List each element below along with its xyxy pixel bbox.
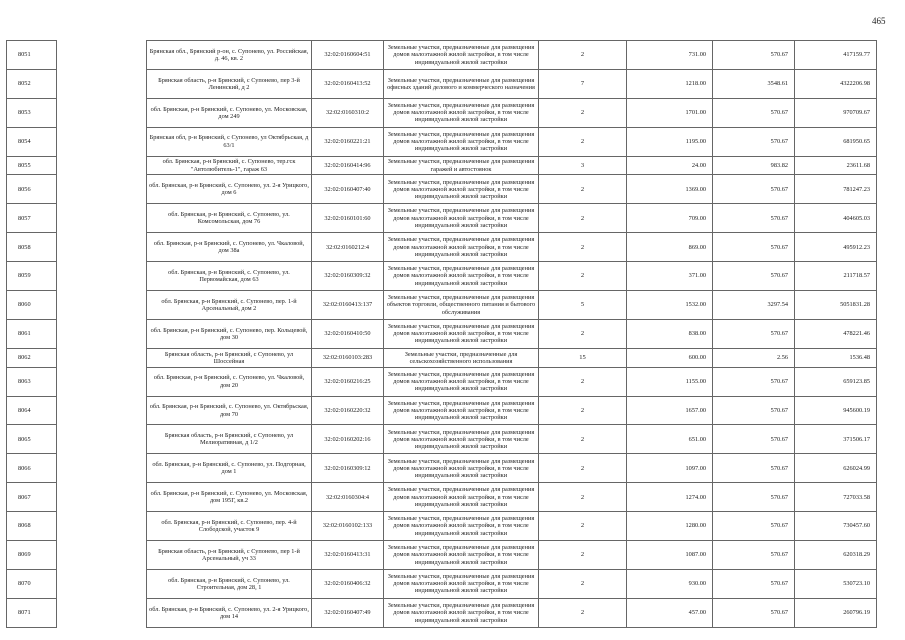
specific-value-cell: 570.67: [713, 425, 795, 454]
land-use-cell: Земельные участки, предназначенные для размещения домов малоэтажной жилой застройки, в том числе индивидуальной жилой застройки: [384, 396, 539, 425]
land-use-cell: Земельные участки, предназначенные для размещения домов малоэтажной жилой застройки, в том числе индивидуальной жилой застройки: [384, 367, 539, 396]
category-cell: 2: [539, 483, 627, 512]
cadastral-number-cell: 32:02:0160407:40: [312, 175, 384, 204]
cadastral-value-cell: 260796.19: [795, 598, 877, 627]
category-cell: 2: [539, 319, 627, 348]
specific-value-cell: 570.67: [713, 598, 795, 627]
cadastral-number-cell: 32:02:0160309:32: [312, 262, 384, 291]
category-cell: 2: [539, 454, 627, 483]
specific-value-cell: 570.67: [713, 396, 795, 425]
cadastral-value-cell: 417159.77: [795, 41, 877, 70]
area-cell: 709.00: [627, 204, 713, 233]
table-row: [7, 598, 877, 627]
category-cell: 2: [539, 569, 627, 598]
cadastral-number-cell: 32:02:0160221:21: [312, 127, 384, 156]
row-number-cell: 8057: [7, 204, 57, 233]
table-row: [7, 156, 877, 175]
category-cell: 2: [539, 598, 627, 627]
cadastral-number-cell: 32:02:0160413:137: [312, 291, 384, 320]
row-number-cell: 8058: [7, 233, 57, 262]
spacer-cell: [57, 204, 147, 233]
land-use-cell: Земельные участки, предназначенные для размещения домов малоэтажной жилой застройки, в том числе индивидуальной жилой застройки: [384, 127, 539, 156]
cadastral-number-cell: 32:02:0160304:4: [312, 483, 384, 512]
table-row: [7, 425, 877, 454]
specific-value-cell: 570.67: [713, 98, 795, 127]
table-row: [7, 541, 877, 570]
land-use-cell: Земельные участки, предназначенные для размещения домов малоэтажной жилой застройки, в том числе индивидуальной жилой застройки: [384, 175, 539, 204]
category-cell: 5: [539, 291, 627, 320]
category-cell: 3: [539, 156, 627, 175]
category-cell: 2: [539, 512, 627, 541]
table-row: [7, 319, 877, 348]
cadastral-value-cell: 530723.10: [795, 569, 877, 598]
address-cell: обл. Брянская, р-н Брянский, с. Супонево, ул. Первомайская, дом 63: [147, 262, 312, 291]
table-row: [7, 291, 877, 320]
cadastral-value-cell: 659123.85: [795, 367, 877, 396]
spacer-cell: [57, 483, 147, 512]
category-cell: 2: [539, 41, 627, 70]
specific-value-cell: 2.56: [713, 348, 795, 367]
category-cell: 2: [539, 425, 627, 454]
area-cell: 1087.00: [627, 541, 713, 570]
address-cell: обл. Брянская, р-н Брянский, с. Супонево, ул. Московская, дом 195Г, кв.2: [147, 483, 312, 512]
row-number-cell: 8068: [7, 512, 57, 541]
address-cell: обл. Брянская, р-н Брянский, с. Супонево, ул. Московская, дом 249: [147, 98, 312, 127]
category-cell: 2: [539, 541, 627, 570]
cadastral-number-cell: 32:02:0160406:32: [312, 569, 384, 598]
land-use-cell: Земельные участки, предназначенные для размещения домов малоэтажной жилой застройки, в том числе индивидуальной жилой застройки: [384, 483, 539, 512]
land-use-cell: Земельные участки, предназначенные для размещения гаражей и автостоянок: [384, 156, 539, 175]
cadastral-number-cell: 32:02:0160202:16: [312, 425, 384, 454]
land-use-cell: Земельные участки, предназначенные для размещения домов малоэтажной жилой застройки, в том числе индивидуальной жилой застройки: [384, 598, 539, 627]
page-number: 465: [872, 16, 886, 26]
category-cell: 2: [539, 175, 627, 204]
spacer-cell: [57, 175, 147, 204]
specific-value-cell: 570.67: [713, 454, 795, 483]
table-row: [7, 262, 877, 291]
spacer-cell: [57, 367, 147, 396]
cadastral-value-cell: 781247.23: [795, 175, 877, 204]
area-cell: 1274.00: [627, 483, 713, 512]
address-cell: обл. Брянская, р-н Брянский, с. Супонево, ул. Октябрьская, дом 70: [147, 396, 312, 425]
cadastral-value-cell: 727033.58: [795, 483, 877, 512]
table-row: [7, 454, 877, 483]
land-use-cell: Земельные участки, предназначенные для размещения домов малоэтажной жилой застройки, в том числе индивидуальной жилой застройки: [384, 204, 539, 233]
address-cell: обл. Брянская, р-н Брянский, с. Супонево, пер. Кольцевой, дом 30: [147, 319, 312, 348]
address-cell: Брянская область, р-н Брянский, с Супонево, пер 3-й Ленинский, д 2: [147, 69, 312, 98]
area-cell: 1097.00: [627, 454, 713, 483]
area-cell: 371.00: [627, 262, 713, 291]
area-cell: 600.00: [627, 348, 713, 367]
address-cell: обл. Брянская, р-н Брянский, с. Супонево, ул. Комсомольская, дом 76: [147, 204, 312, 233]
land-use-cell: Земельные участки, предназначенные для размещения домов малоэтажной жилой застройки, в том числе индивидуальной жилой застройки: [384, 233, 539, 262]
specific-value-cell: 570.67: [713, 319, 795, 348]
row-number-cell: 8066: [7, 454, 57, 483]
spacer-cell: [57, 233, 147, 262]
specific-value-cell: 570.67: [713, 541, 795, 570]
row-number-cell: 8056: [7, 175, 57, 204]
row-number-cell: 8070: [7, 569, 57, 598]
specific-value-cell: 570.67: [713, 483, 795, 512]
specific-value-cell: 570.67: [713, 367, 795, 396]
land-use-cell: Земельные участки, предназначенные для размещения офисных зданий делового и коммерческого назначения: [384, 69, 539, 98]
area-cell: 1657.00: [627, 396, 713, 425]
cadastral-value-cell: 404605.03: [795, 204, 877, 233]
specific-value-cell: 570.67: [713, 569, 795, 598]
specific-value-cell: 570.67: [713, 233, 795, 262]
spacer-cell: [57, 127, 147, 156]
spacer-cell: [57, 425, 147, 454]
specific-value-cell: 570.67: [713, 127, 795, 156]
cadastral-number-cell: 32:02:0160220:32: [312, 396, 384, 425]
category-cell: 2: [539, 127, 627, 156]
row-number-cell: 8064: [7, 396, 57, 425]
row-number-cell: 8055: [7, 156, 57, 175]
row-number-cell: 8054: [7, 127, 57, 156]
area-cell: 1369.00: [627, 175, 713, 204]
area-cell: 930.00: [627, 569, 713, 598]
area-cell: 1532.00: [627, 291, 713, 320]
area-cell: 24.00: [627, 156, 713, 175]
cadastral-value-cell: 478221.46: [795, 319, 877, 348]
cadastral-value-cell: 681950.65: [795, 127, 877, 156]
spacer-cell: [57, 41, 147, 70]
land-use-cell: Земельные участки, предназначенные для размещения домов малоэтажной жилой застройки, в том числе индивидуальной жилой застройки: [384, 541, 539, 570]
area-cell: 1280.00: [627, 512, 713, 541]
row-number-cell: 8067: [7, 483, 57, 512]
category-cell: 2: [539, 204, 627, 233]
table-row: [7, 98, 877, 127]
spacer-cell: [57, 541, 147, 570]
address-cell: обл. Брянская, р-н Брянский, с. Супонево, ул. 2-я Урицкого, дом 14: [147, 598, 312, 627]
row-number-cell: 8060: [7, 291, 57, 320]
cadastral-value-cell: 371506.17: [795, 425, 877, 454]
cadastral-value-cell: 626024.99: [795, 454, 877, 483]
cadastral-number-cell: 32:02:0160410:50: [312, 319, 384, 348]
row-number-cell: 8063: [7, 367, 57, 396]
area-cell: 1701.00: [627, 98, 713, 127]
spacer-cell: [57, 598, 147, 627]
row-number-cell: 8069: [7, 541, 57, 570]
specific-value-cell: 570.67: [713, 512, 795, 541]
address-cell: обл. Брянская, р-н Брянский, с. Супонево, ул. Строительная, дом 28, 1: [147, 569, 312, 598]
land-use-cell: Земельные участки, предназначенные для размещения объектов торговли, общественного питания и бытового обслуживания: [384, 291, 539, 320]
spacer-cell: [57, 396, 147, 425]
area-cell: 731.00: [627, 41, 713, 70]
address-cell: Брянская область, р-н Брянский, с Супонево, ул Мелиоративная, д 1/2: [147, 425, 312, 454]
category-cell: 2: [539, 396, 627, 425]
spacer-cell: [57, 569, 147, 598]
address-cell: Брянская обл, р-н Брянский, с Супонево, ул Октябрьская, д 63/1: [147, 127, 312, 156]
cadastral-value-cell: 1536.48: [795, 348, 877, 367]
spacer-cell: [57, 454, 147, 483]
cadastral-number-cell: 32:02:0160102:133: [312, 512, 384, 541]
address-cell: обл. Брянская, р-н Брянский, с. Супонево, пер. 4-й Слободской, участок 9: [147, 512, 312, 541]
address-cell: обл. Брянская, р-н Брянский, с. Супонево, пер. 1-й Арсенальный, дом 2: [147, 291, 312, 320]
land-use-cell: Земельные участки, предназначенные для сельскохозяйственного использования: [384, 348, 539, 367]
address-cell: обл. Брянская, р-н Брянский, с. Супонево, тер.гск "Автолюбитель-1", гараж 63: [147, 156, 312, 175]
address-cell: Брянская область, р-н Брянский, с Супонево, пер 1-й Арсенальный, уч 33: [147, 541, 312, 570]
spacer-cell: [57, 156, 147, 175]
address-cell: обл. Брянская, р-н Брянский, с. Супонево, ул. Чкаловой, дом 20: [147, 367, 312, 396]
land-use-cell: Земельные участки, предназначенные для размещения домов малоэтажной жилой застройки, в том числе индивидуальной жилой застройки: [384, 454, 539, 483]
cadastral-number-cell: 32:02:0160310:2: [312, 98, 384, 127]
row-number-cell: 8071: [7, 598, 57, 627]
specific-value-cell: 3548.61: [713, 69, 795, 98]
cadastral-value-cell: 945600.19: [795, 396, 877, 425]
cadastral-number-cell: 32:02:0160413:31: [312, 541, 384, 570]
address-cell: обл. Брянская, р-н Брянский, с. Супонево, ул. Подгорная, дом 1: [147, 454, 312, 483]
table-row: [7, 483, 877, 512]
category-cell: 2: [539, 262, 627, 291]
address-cell: Брянская обл., Брянский р-он, с. Супонево, ул. Российская, д. 46, кв. 2: [147, 41, 312, 70]
cadastral-value-table: [6, 40, 877, 628]
spacer-cell: [57, 319, 147, 348]
land-use-cell: Земельные участки, предназначенные для размещения домов малоэтажной жилой застройки, в том числе индивидуальной жилой застройки: [384, 262, 539, 291]
cadastral-value-cell: 730457.60: [795, 512, 877, 541]
cadastral-number-cell: 32:02:0160309:12: [312, 454, 384, 483]
row-number-cell: 8061: [7, 319, 57, 348]
area-cell: 1218.00: [627, 69, 713, 98]
spacer-cell: [57, 98, 147, 127]
area-cell: 457.00: [627, 598, 713, 627]
table-row: [7, 512, 877, 541]
address-cell: обл. Брянская, р-н Брянский, с. Супонево, ул. 2-я Урицкого, дом 6: [147, 175, 312, 204]
table-row: [7, 41, 877, 70]
row-number-cell: 8062: [7, 348, 57, 367]
spacer-cell: [57, 348, 147, 367]
category-cell: 7: [539, 69, 627, 98]
cadastral-value-cell: 23611.68: [795, 156, 877, 175]
cadastral-value-cell: 5051831.28: [795, 291, 877, 320]
address-cell: Брянская область, р-н Брянский, с Супонево, ул Шоссейная: [147, 348, 312, 367]
specific-value-cell: 570.67: [713, 204, 795, 233]
area-cell: 869.00: [627, 233, 713, 262]
cadastral-number-cell: 32:02:0160216:25: [312, 367, 384, 396]
specific-value-cell: 570.67: [713, 41, 795, 70]
table-row: [7, 69, 877, 98]
specific-value-cell: 983.82: [713, 156, 795, 175]
specific-value-cell: 3297.54: [713, 291, 795, 320]
land-use-cell: Земельные участки, предназначенные для размещения домов малоэтажной жилой застройки, в том числе индивидуальной жилой застройки: [384, 319, 539, 348]
spacer-cell: [57, 291, 147, 320]
area-cell: 1195.00: [627, 127, 713, 156]
specific-value-cell: 570.67: [713, 175, 795, 204]
category-cell: 2: [539, 367, 627, 396]
cadastral-value-cell: 495912.23: [795, 233, 877, 262]
cadastral-value-cell: 211718.57: [795, 262, 877, 291]
area-cell: 651.00: [627, 425, 713, 454]
address-cell: обл. Брянская, р-н Брянский, с. Супонево, ул. Чкаловой, дом 38а: [147, 233, 312, 262]
category-cell: 2: [539, 98, 627, 127]
spacer-cell: [57, 69, 147, 98]
row-number-cell: 8052: [7, 69, 57, 98]
land-use-cell: Земельные участки, предназначенные для размещения домов малоэтажной жилой застройки, в том числе индивидуальной жилой застройки: [384, 41, 539, 70]
cadastral-number-cell: 32:02:0160101:60: [312, 204, 384, 233]
table-row: [7, 204, 877, 233]
spacer-cell: [57, 262, 147, 291]
table-row: [7, 233, 877, 262]
land-use-cell: Земельные участки, предназначенные для размещения домов малоэтажной жилой застройки, в том числе индивидуальной жилой застройки: [384, 512, 539, 541]
cadastral-number-cell: 32:02:0160407:49: [312, 598, 384, 627]
cadastral-number-cell: 32:02:0160212:4: [312, 233, 384, 262]
category-cell: 15: [539, 348, 627, 367]
cadastral-value-cell: 4322206.98: [795, 69, 877, 98]
category-cell: 2: [539, 233, 627, 262]
specific-value-cell: 570.67: [713, 262, 795, 291]
land-use-cell: Земельные участки, предназначенные для размещения домов малоэтажной жилой застройки, в том числе индивидуальной жилой застройки: [384, 98, 539, 127]
table-row: [7, 396, 877, 425]
row-number-cell: 8059: [7, 262, 57, 291]
cadastral-value-cell: 970709.67: [795, 98, 877, 127]
row-number-cell: 8051: [7, 41, 57, 70]
table-row: [7, 127, 877, 156]
table-row: [7, 175, 877, 204]
cadastral-number-cell: 32:02:0160414:96: [312, 156, 384, 175]
land-use-cell: Земельные участки, предназначенные для размещения домов малоэтажной жилой застройки, в том числе индивидуальной жилой застройки: [384, 425, 539, 454]
cadastral-number-cell: 32:02:0160604:51: [312, 41, 384, 70]
row-number-cell: 8053: [7, 98, 57, 127]
table-row: [7, 348, 877, 367]
cadastral-number-cell: 32:02:0160413:52: [312, 69, 384, 98]
area-cell: 838.00: [627, 319, 713, 348]
spacer-cell: [57, 512, 147, 541]
area-cell: 1155.00: [627, 367, 713, 396]
table-row: [7, 569, 877, 598]
land-use-cell: Земельные участки, предназначенные для размещения домов малоэтажной жилой застройки, в том числе индивидуальной жилой застройки: [384, 569, 539, 598]
table-body: [7, 41, 877, 628]
cadastral-number-cell: 32:02:0160103:283: [312, 348, 384, 367]
cadastral-value-cell: 620318.29: [795, 541, 877, 570]
row-number-cell: 8065: [7, 425, 57, 454]
table-row: [7, 367, 877, 396]
